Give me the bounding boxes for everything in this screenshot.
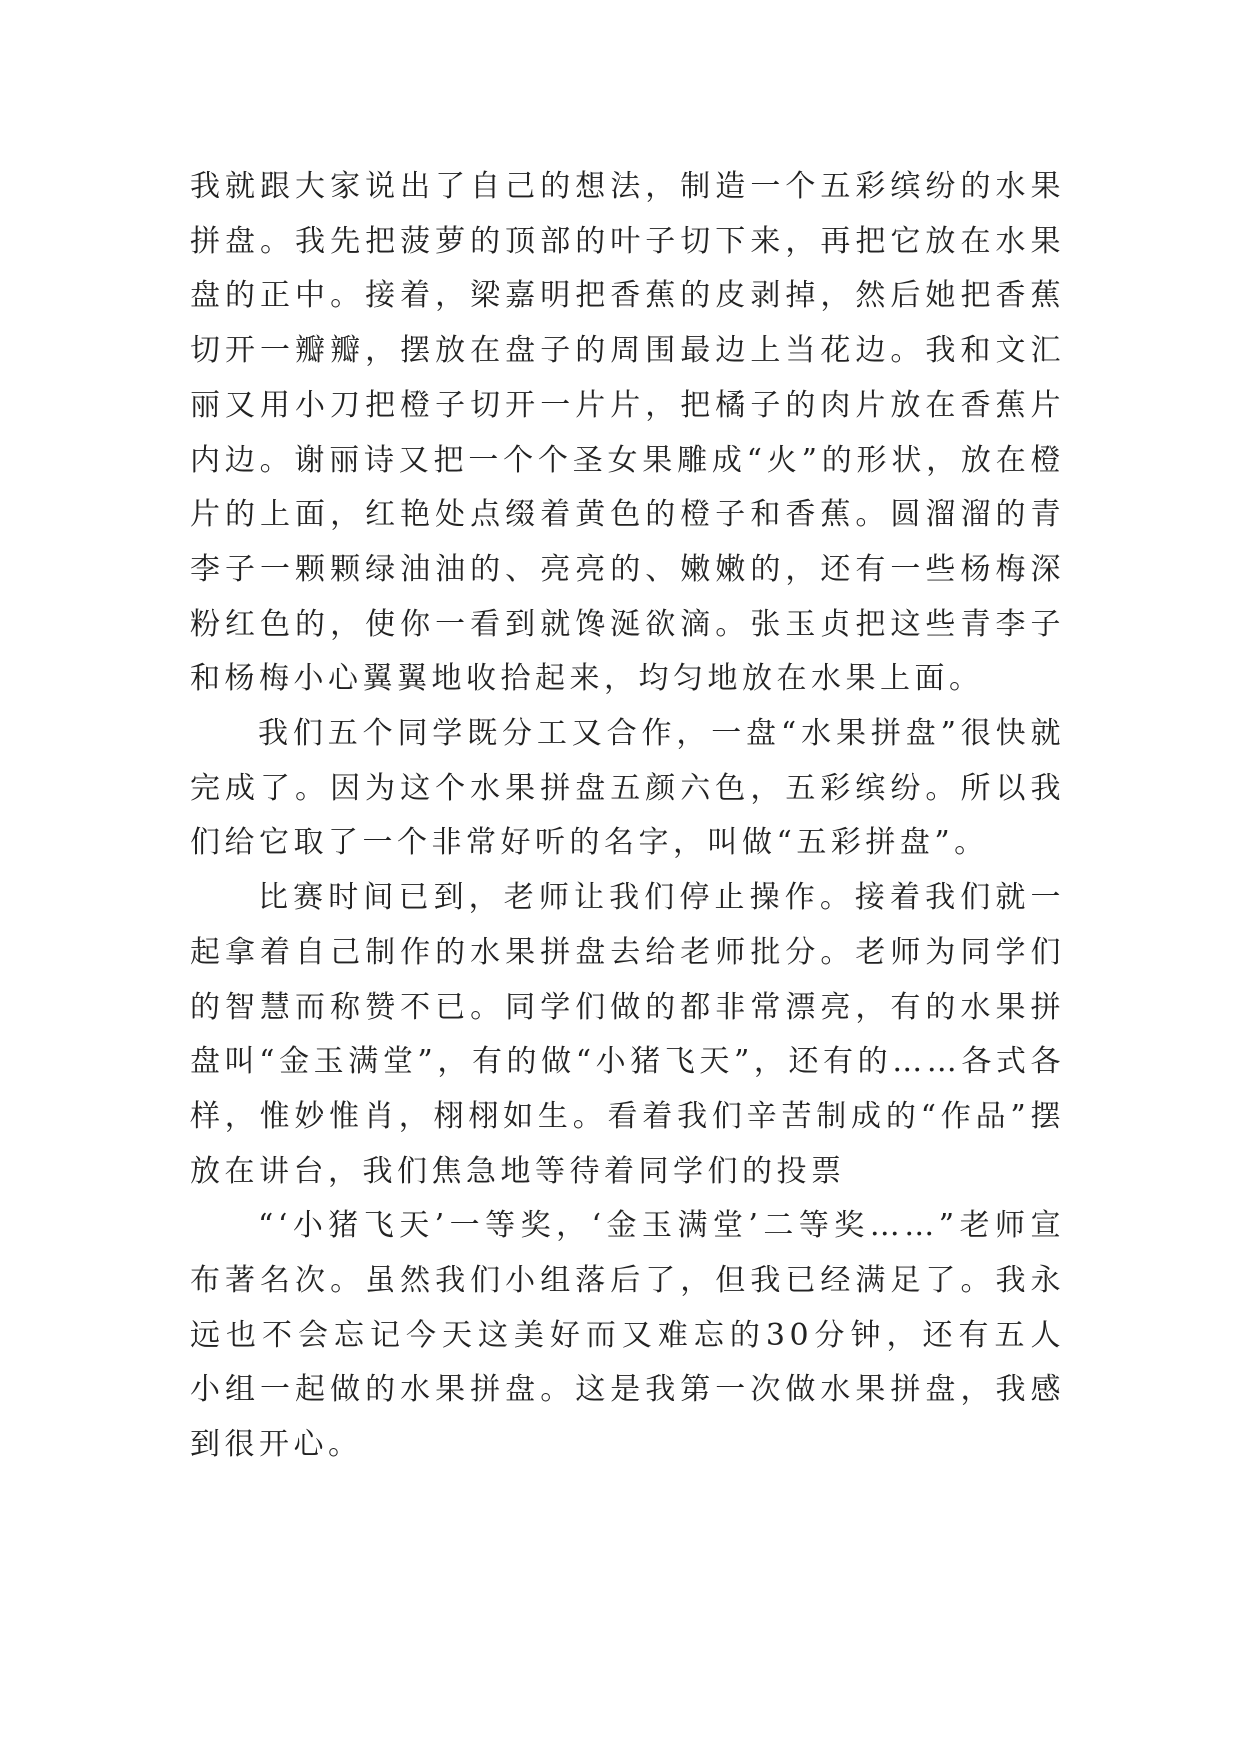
- paragraph-4: “‘小猪飞天’一等奖，‘金玉满堂’二等奖……”老师宣布著名次。虽然我们小组落后了，但我已经满足了。我永远也不会忘记今天这美好而又难忘的30分钟，还有五人小组一起做的水果拼盘。这是我第一次做水果拼盘，我感到很开心。: [190, 1208, 1065, 1463]
- essay-body: [190, 160, 1065, 1473]
- paragraph-2: 我们五个同学既分工又合作，一盘“水果拼盘”很快就完成了。因为这个水果拼盘五颜六色，五彩缤纷。所以我们给它取了一个非常好听的名字，叫做“五彩拼盘”。: [190, 716, 1065, 861]
- paragraph-1: 我就跟大家说出了自己的想法，制造一个五彩缤纷的水果拼盘。我先把菠萝的顶部的叶子切下来，再把它放在水果盘的正中。接着，梁嘉明把香蕉的皮剥掉，然后她把香蕉切开一瓣瓣，摆放在盘子的周围最边上当花边。我和文汇丽又用小刀把橙子切开一片片，把橘子的肉片放在香蕉片内边。谢丽诗又把一个个圣女果雕成“火”的形状，放在橙片的上面，红艳处点缀着黄色的橙子和香蕉。圆溜溜的青李子一颗颗绿油油的、亮亮的、嫩嫩的，还有一些杨梅深粉红色的，使你一看到就馋涎欲滴。张玉贞把这些青李子和杨梅小心翼翼地收拾起来，均匀地放在水果上面。: [190, 169, 1065, 697]
- paragraph-3: 比赛时间已到，老师让我们停止操作。接着我们就一起拿着自己制作的水果拼盘去给老师批分。老师为同学们的智慧而称赞不已。同学们做的都非常漂亮，有的水果拼盘叫“金玉满堂”，有的做“小猪飞天”，还有的……各式各样，惟妙惟肖，栩栩如生。看着我们辛苦制成的“作品”摆放在讲台，我们焦急地等待着同学们的投票: [190, 880, 1065, 1189]
